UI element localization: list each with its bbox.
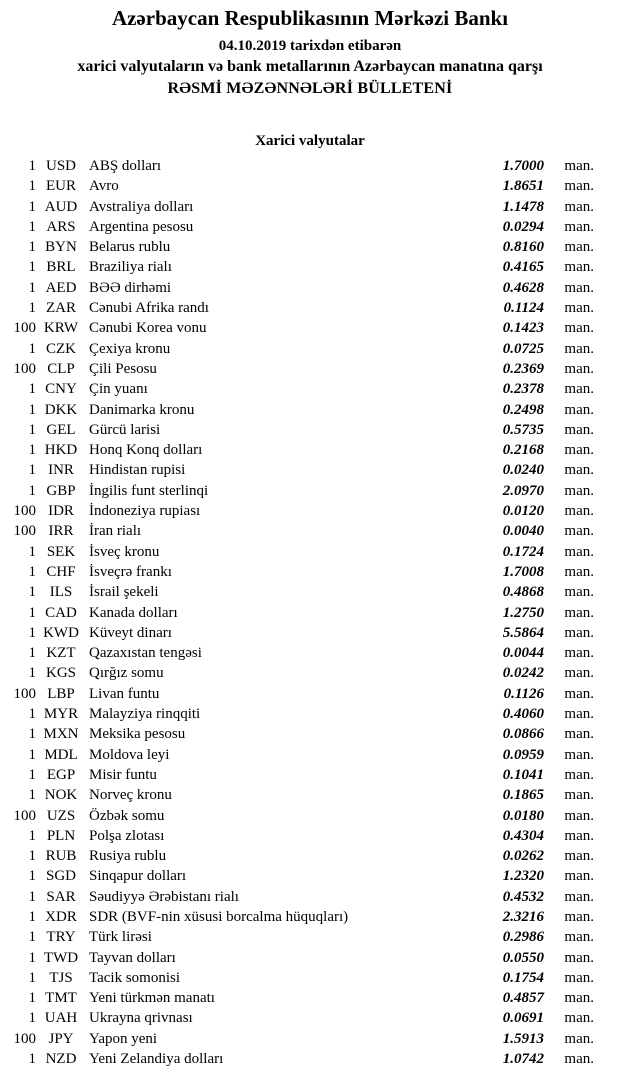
exchange-rate: 0.0262 <box>502 848 544 865</box>
quantity: 1 <box>28 848 36 865</box>
currency-name: Moldova leyi <box>89 746 170 763</box>
quantity: 1 <box>28 1010 36 1027</box>
currency-code: KZT <box>46 645 76 662</box>
currency-name: Argentina pesosu <box>89 218 194 235</box>
currency-code: SEK <box>46 543 76 560</box>
quantity: 1 <box>28 604 36 621</box>
quantity: 1 <box>28 929 36 946</box>
table-row <box>0 623 594 643</box>
quantity: 1 <box>28 401 36 418</box>
unit-label: man. <box>564 1051 594 1068</box>
unit-label: man. <box>564 442 594 459</box>
table-row <box>0 237 594 257</box>
exchange-rate: 0.1724 <box>502 543 544 560</box>
exchange-rate: 1.0742 <box>502 1051 544 1068</box>
table-row <box>0 562 594 582</box>
quantity: 1 <box>28 421 36 438</box>
exchange-rate: 0.1865 <box>502 787 544 804</box>
currency-code: MXN <box>43 726 79 743</box>
unit-label: man. <box>564 746 594 763</box>
unit-label: man. <box>564 685 594 702</box>
table-row <box>0 257 594 277</box>
currency-code: CLP <box>47 360 75 377</box>
exchange-rate: 0.1124 <box>503 300 544 317</box>
unit-label: man. <box>564 462 594 479</box>
currency-name: Polşa zlotası <box>89 827 165 844</box>
table-row <box>0 379 594 399</box>
exchange-rate: 2.0970 <box>502 482 544 499</box>
unit-label: man. <box>564 604 594 621</box>
currency-code: UAH <box>44 1010 78 1027</box>
currency-name: Yeni türkmən manatı <box>89 990 215 1007</box>
unit-label: man. <box>564 381 594 398</box>
currency-name: Rusiya rublu <box>89 848 167 865</box>
exchange-rate: 1.7008 <box>502 563 544 580</box>
table-row <box>0 440 594 460</box>
quantity: 1 <box>28 279 36 296</box>
currency-code: EGP <box>46 766 76 783</box>
quantity: 1 <box>28 482 36 499</box>
unit-label: man. <box>564 482 594 499</box>
exchange-rate: 0.0866 <box>502 726 544 743</box>
exchange-rate: 5.5864 <box>502 624 544 641</box>
currency-code: UZS <box>46 807 76 824</box>
table-row <box>0 318 594 338</box>
table-row <box>0 278 594 298</box>
unit-label: man. <box>564 279 594 296</box>
table-row <box>0 1029 594 1049</box>
currency-code: MDL <box>44 746 78 763</box>
currency-name: Avro <box>89 178 119 195</box>
exchange-rate: 0.0044 <box>502 645 544 662</box>
table-row <box>0 501 594 521</box>
unit-label: man. <box>564 848 594 865</box>
currency-name: Tayvan dolları <box>89 949 176 966</box>
quantity: 1 <box>28 888 36 905</box>
unit-label: man. <box>564 259 594 276</box>
currency-code: HKD <box>44 442 78 459</box>
unit-label: man. <box>564 868 594 885</box>
quantity: 1 <box>28 706 36 723</box>
currency-name: Kanada dolları <box>89 604 178 621</box>
unit-label: man. <box>564 300 594 317</box>
currency-name: ABŞ dolları <box>89 158 162 174</box>
exchange-rate: 0.0040 <box>502 523 544 540</box>
quantity: 1 <box>28 766 36 783</box>
table-row <box>0 988 594 1008</box>
currency-name: Honq Konq dolları <box>89 442 203 459</box>
quantity: 1 <box>28 218 36 235</box>
unit-label: man. <box>564 320 594 337</box>
currency-name: Danimarka kronu <box>89 401 195 418</box>
currency-name: Norveç kronu <box>89 787 172 804</box>
currency-code: AUD <box>44 198 78 215</box>
unit-label: man. <box>564 807 594 824</box>
quantity: 1 <box>28 746 36 763</box>
unit-label: man. <box>564 239 594 256</box>
table-row <box>0 724 594 744</box>
exchange-rate: 0.0180 <box>502 807 544 824</box>
currency-code: XDR <box>45 908 77 925</box>
quantity: 1 <box>28 726 36 743</box>
bank-title: Azərbaycan Respublikasının Mərkəzi Bankı <box>111 6 509 30</box>
table-row <box>0 542 594 562</box>
quantity: 1 <box>28 198 36 215</box>
effective-date-line: 04.10.2019 tarixdən etibarən <box>218 38 402 54</box>
quantity: 1 <box>28 300 36 317</box>
currency-code: SAR <box>46 888 76 905</box>
table-row <box>0 359 594 379</box>
exchange-rate: 0.0959 <box>502 746 544 763</box>
currency-name: İndoneziya rupiası <box>89 503 201 520</box>
currency-code: CHF <box>46 563 76 580</box>
quantity: 1 <box>28 584 36 601</box>
unit-label: man. <box>564 198 594 215</box>
exchange-rate: 0.1754 <box>502 969 544 986</box>
quantity: 1 <box>28 1051 36 1068</box>
table-row <box>0 684 594 704</box>
currency-code: TRY <box>46 929 76 946</box>
quantity: 100 <box>13 807 36 824</box>
currency-name: Qırğız somu <box>89 665 164 682</box>
currency-code: ZAR <box>46 300 76 317</box>
exchange-rate: 1.2320 <box>502 868 544 885</box>
quantity: 1 <box>28 178 36 195</box>
quantity: 1 <box>28 563 36 580</box>
currency-name: Cənubi Korea vonu <box>89 320 207 337</box>
table-row <box>0 481 594 501</box>
currency-code: CAD <box>45 604 77 621</box>
currency-name: Çexiya kronu <box>89 340 171 357</box>
quantity: 1 <box>28 624 36 641</box>
table-row <box>0 582 594 602</box>
unit-label: man. <box>564 665 594 682</box>
unit-label: man. <box>564 218 594 235</box>
currency-code: LBP <box>47 685 75 702</box>
currency-name: Avstraliya dolları <box>89 198 194 215</box>
currency-name: BƏƏ dirhəmi <box>89 279 172 296</box>
currency-code: USD <box>45 158 76 174</box>
quantity: 100 <box>13 523 36 540</box>
currency-code: ILS <box>49 584 73 601</box>
unit-label: man. <box>564 543 594 560</box>
table-row <box>0 948 594 968</box>
currency-code: DKK <box>44 401 78 418</box>
currency-code: MYR <box>43 706 79 723</box>
quantity: 1 <box>28 462 36 479</box>
table-row <box>0 704 594 724</box>
unit-label: man. <box>564 929 594 946</box>
currency-code: NOK <box>44 787 78 804</box>
unit-label: man. <box>564 726 594 743</box>
document-header <box>0 0 620 99</box>
currency-name: Tacik somonisi <box>89 969 181 986</box>
exchange-rate: 0.1126 <box>503 685 544 702</box>
quantity: 1 <box>28 158 36 174</box>
currency-name: Qazaxıstan tengəsi <box>89 645 202 662</box>
unit-label: man. <box>564 1030 594 1047</box>
currency-code: AED <box>45 279 77 296</box>
exchange-rate: 0.0691 <box>502 1010 544 1027</box>
currency-name: Hindistan rupisi <box>89 462 186 479</box>
unit-label: man. <box>564 990 594 1007</box>
currency-name: SDR (BVF-nin xüsusi borcalma hüquqları) <box>89 908 349 925</box>
unit-label: man. <box>564 178 594 195</box>
currency-code: CZK <box>46 340 76 357</box>
quantity: 1 <box>28 259 36 276</box>
bulletin-title: RƏSMİ MƏZƏNNƏLƏRİ BÜLLETENİ <box>167 80 453 97</box>
table-row <box>0 887 594 907</box>
table-row <box>0 400 594 420</box>
table-row <box>0 785 594 805</box>
currency-name: Yapon yeni <box>89 1030 158 1047</box>
unit-label: man. <box>564 1010 594 1027</box>
currency-name: İngilis funt sterlinqi <box>89 482 209 499</box>
exchange-rate: 0.0240 <box>502 462 544 479</box>
table-row <box>0 339 594 359</box>
quantity: 100 <box>13 320 36 337</box>
unit-label: man. <box>564 706 594 723</box>
currency-name: İsrail şekeli <box>89 584 159 601</box>
exchange-rate: 0.2498 <box>502 401 544 418</box>
exchange-rate: 0.4304 <box>502 827 544 844</box>
currency-name: Sinqapur dolları <box>89 868 187 885</box>
table-row <box>0 603 594 623</box>
currency-name: Çin yuanı <box>89 381 148 398</box>
exchange-rate: 0.2168 <box>502 442 544 459</box>
currency-name: Livan funtu <box>89 685 160 702</box>
quantity: 100 <box>13 1030 36 1047</box>
currency-name: Gürcü larisi <box>89 421 161 438</box>
unit-label: man. <box>564 969 594 986</box>
exchange-rate: 0.0725 <box>502 340 544 357</box>
currency-code: ARS <box>46 218 76 235</box>
currency-name: Yeni Zelandiya dolları <box>89 1051 224 1068</box>
exchange-rate: 1.5913 <box>502 1030 544 1047</box>
currency-name: İsveçrə frankı <box>89 563 172 580</box>
exchange-rate: 0.5735 <box>502 421 544 438</box>
exchange-rate: 0.1423 <box>502 320 544 337</box>
unit-label: man. <box>564 584 594 601</box>
currency-code: BYN <box>45 239 77 256</box>
exchange-rate: 0.4868 <box>502 584 544 601</box>
quantity: 1 <box>28 908 36 925</box>
exchange-rate: 0.0294 <box>502 218 544 235</box>
currency-code: KGS <box>45 665 76 682</box>
currency-name: Meksika pesosu <box>89 726 186 743</box>
exchange-rate: 0.4060 <box>502 706 544 723</box>
quantity: 1 <box>28 990 36 1007</box>
table-row <box>0 156 594 176</box>
quantity: 1 <box>28 543 36 560</box>
table-row <box>0 521 594 541</box>
unit-label: man. <box>564 766 594 783</box>
currency-name: Özbək somu <box>89 807 165 824</box>
exchange-rate: 0.4857 <box>502 990 544 1007</box>
table-row <box>0 806 594 826</box>
unit-label: man. <box>564 340 594 357</box>
exchange-rate: 0.0550 <box>502 949 544 966</box>
quantity: 100 <box>13 360 36 377</box>
quantity: 1 <box>28 239 36 256</box>
quantity: 1 <box>28 665 36 682</box>
exchange-rate: 1.1478 <box>502 198 544 215</box>
table-row <box>0 866 594 886</box>
currency-name: Ukrayna qrivnası <box>89 1010 193 1027</box>
table-row <box>0 968 594 988</box>
quantity: 1 <box>28 969 36 986</box>
currency-name: Çili Pesosu <box>89 360 157 377</box>
table-row <box>0 663 594 683</box>
section-title-foreign-currencies: Xarici valyutalar <box>255 133 365 149</box>
exchange-rate: 0.0242 <box>502 665 544 682</box>
exchange-rate: 0.1041 <box>502 766 544 783</box>
currency-name: İran rialı <box>89 523 142 540</box>
unit-label: man. <box>564 787 594 804</box>
exchange-rate: 2.3216 <box>502 908 544 925</box>
quantity: 1 <box>28 868 36 885</box>
table-row <box>0 197 594 217</box>
currency-code: NZD <box>45 1051 77 1068</box>
currency-code: RUB <box>45 848 77 865</box>
unit-label: man. <box>564 523 594 540</box>
quantity: 1 <box>28 787 36 804</box>
table-row <box>0 420 594 440</box>
quantity: 1 <box>28 645 36 662</box>
exchange-rate: 0.2369 <box>502 360 544 377</box>
currency-code: JPY <box>48 1030 74 1047</box>
table-row <box>0 1049 594 1069</box>
currency-code: SGD <box>45 868 76 885</box>
exchange-rate: 0.4532 <box>502 888 544 905</box>
currency-name: Səudiyyə Ərəbistanı rialı <box>89 888 239 905</box>
table-row <box>0 907 594 927</box>
quantity: 100 <box>13 685 36 702</box>
unit-label: man. <box>564 503 594 520</box>
currency-code: IDR <box>48 503 74 520</box>
currency-code: BRL <box>46 259 76 276</box>
currency-table <box>0 156 620 1069</box>
currency-name: Türk lirəsi <box>89 929 152 946</box>
currency-code: TJS <box>49 969 73 986</box>
document-subtitle: xarici valyutaların və bank metallarının Azərbaycan manatına qarşı <box>77 58 543 75</box>
currency-name: Misir funtu <box>89 766 157 783</box>
unit-label: man. <box>564 401 594 418</box>
unit-label: man. <box>564 624 594 641</box>
currency-code: PLN <box>46 827 76 844</box>
exchange-rate: 1.7000 <box>502 158 544 174</box>
exchange-rate: 0.8160 <box>502 239 544 256</box>
currency-code: CNY <box>45 381 77 398</box>
exchange-rate: 0.4165 <box>502 259 544 276</box>
table-row <box>0 460 594 480</box>
unit-label: man. <box>564 949 594 966</box>
currency-code: IRR <box>48 523 74 540</box>
quantity: 100 <box>13 503 36 520</box>
currency-code: GBP <box>46 482 76 499</box>
currency-code: KRW <box>43 320 79 337</box>
currency-code: TMT <box>45 990 77 1007</box>
currency-name: Küveyt dinarı <box>89 624 172 641</box>
quantity: 1 <box>28 827 36 844</box>
currency-name: Cənubi Afrika randı <box>89 300 209 317</box>
exchange-rate: 0.2986 <box>502 929 544 946</box>
unit-label: man. <box>564 360 594 377</box>
quantity: 1 <box>28 381 36 398</box>
unit-label: man. <box>564 908 594 925</box>
exchange-rate: 0.2378 <box>502 381 544 398</box>
unit-label: man. <box>564 888 594 905</box>
table-row <box>0 217 594 237</box>
exchange-rate: 0.4628 <box>502 279 544 296</box>
currency-name: Braziliya rialı <box>89 259 172 276</box>
table-row <box>0 1008 594 1028</box>
currency-code: EUR <box>46 178 76 195</box>
table-row <box>0 298 594 318</box>
unit-label: man. <box>564 421 594 438</box>
table-row <box>0 176 594 196</box>
currency-name: Belarus rublu <box>89 239 171 256</box>
exchange-rate: 0.0120 <box>502 503 544 520</box>
exchange-rate: 1.8651 <box>502 178 544 195</box>
currency-code: KWD <box>43 624 79 641</box>
currency-code: INR <box>48 462 74 479</box>
table-row <box>0 765 594 785</box>
quantity: 1 <box>28 949 36 966</box>
table-row <box>0 826 594 846</box>
unit-label: man. <box>564 645 594 662</box>
table-row <box>0 927 594 947</box>
currency-code: GEL <box>46 421 76 438</box>
currency-name: İsveç kronu <box>89 543 160 560</box>
quantity: 1 <box>28 442 36 459</box>
table-row <box>0 643 594 663</box>
exchange-rate: 1.2750 <box>502 604 544 621</box>
table-row <box>0 745 594 765</box>
table-row <box>0 846 594 866</box>
unit-label: man. <box>564 563 594 580</box>
quantity: 1 <box>28 340 36 357</box>
unit-label: man. <box>564 827 594 844</box>
currency-code: TWD <box>43 949 79 966</box>
currency-name: Malayziya rinqqiti <box>89 706 201 723</box>
unit-label: man. <box>564 158 594 174</box>
